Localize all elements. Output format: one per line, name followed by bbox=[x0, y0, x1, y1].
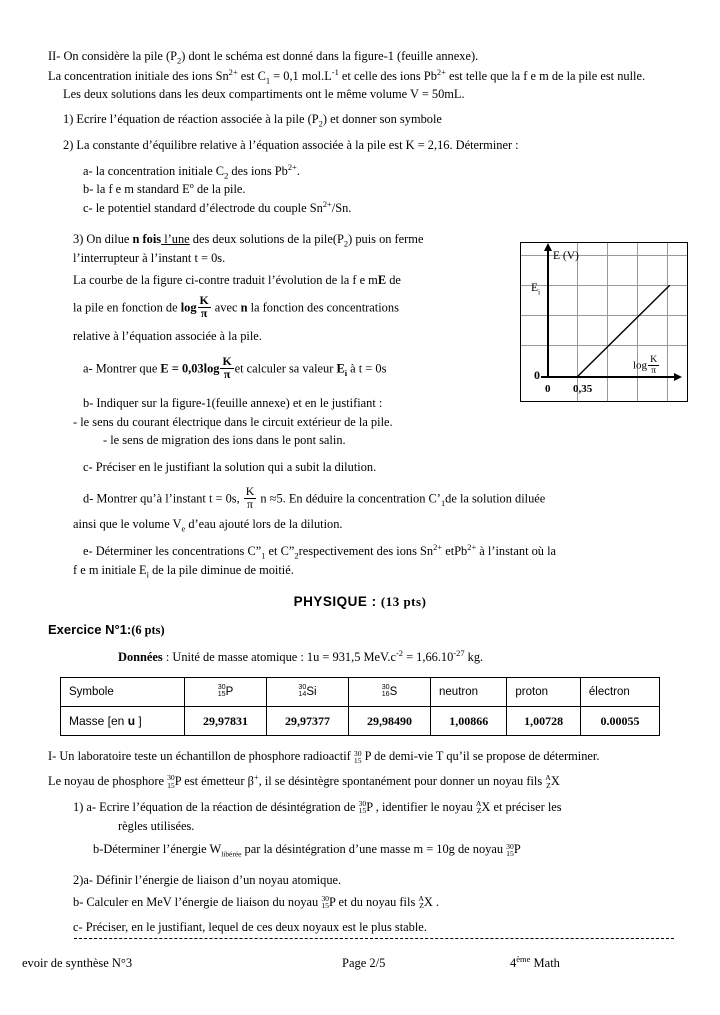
paragraph-intro-3: Les deux solutions dans les deux compartiments ont le même volume V = 50mL. bbox=[63, 87, 465, 102]
q3-line3-E: E bbox=[377, 273, 387, 288]
w-subscript: libérée bbox=[221, 849, 242, 859]
q3e-a: e- Déterminer les concentrations C” bbox=[83, 544, 262, 559]
frac-den: π bbox=[651, 364, 657, 376]
mass-number: 30 bbox=[298, 683, 307, 692]
cell-mass-electron: 0.00055 bbox=[580, 707, 659, 736]
q3e-c: respectivement des ions Sn bbox=[298, 544, 434, 559]
q2c-text-b: /Sn. bbox=[331, 201, 352, 216]
table-row-masses bbox=[61, 707, 660, 736]
cell-mass-proton: 1,00728 bbox=[507, 707, 581, 736]
mass-number: 30 bbox=[353, 748, 362, 758]
e-standard-exp: o bbox=[189, 180, 194, 191]
q2a-pb-charge: 2+ bbox=[287, 161, 297, 172]
question-3-line2: l’interrupteur à l’instant t = 0s. bbox=[73, 250, 226, 265]
gridline-horizontal bbox=[521, 255, 687, 256]
nuclide-ax-3 bbox=[418, 895, 424, 910]
q3d-text-c: de la solution diluée bbox=[445, 491, 546, 506]
nuclear-q1b-a: b-Déterminer l’énergie W bbox=[93, 842, 222, 857]
nuclear-i1-a: I- Un laboratoire teste un échantillon de phosphore radioactif bbox=[48, 749, 354, 764]
frac-den: π bbox=[223, 368, 231, 382]
cell-mass-neutron: 1,00866 bbox=[431, 707, 507, 736]
paragraph-intro-1 bbox=[48, 48, 672, 65]
y-axis bbox=[547, 249, 549, 377]
cpp2-index: 2 bbox=[294, 550, 299, 561]
q3d-text-b: n ≈5. En déduire la concentration C’ bbox=[257, 491, 441, 506]
nuclide-ax-2 bbox=[476, 800, 482, 815]
figure-graph bbox=[520, 242, 690, 412]
atomic-number: 15 bbox=[167, 780, 175, 790]
footer-divider bbox=[74, 938, 674, 939]
q3e-Ei-a: f e m initiale E bbox=[73, 562, 147, 577]
nuclide-ax-1 bbox=[545, 774, 551, 789]
nuclide-p-inline-3 bbox=[359, 800, 367, 815]
q3-text-c: ) puis on ferme bbox=[348, 231, 424, 246]
y-axis-label: E (V) bbox=[553, 250, 579, 262]
q3e-b: et C” bbox=[265, 544, 295, 559]
document-body bbox=[48, 48, 672, 938]
q3-text-b: des deux solutions de la pile(P bbox=[189, 231, 344, 246]
intro2-b: est C bbox=[237, 68, 266, 83]
nuclide-si bbox=[298, 684, 306, 698]
frac-k-pi-graph bbox=[648, 355, 659, 376]
footer-grade-label: Math bbox=[530, 956, 560, 970]
nuclear-q1b-c: P bbox=[513, 842, 521, 857]
frac-num: K bbox=[650, 354, 658, 365]
q3-underline-lune: l’une bbox=[161, 231, 190, 246]
nuclear-q1a-line2: règles utilisées. bbox=[118, 818, 195, 833]
cell-symbole-header: Symbole bbox=[61, 678, 185, 707]
q3a-formula: E = 0,03log bbox=[160, 361, 220, 376]
atomic-number: 15 bbox=[353, 755, 362, 765]
exercise-1-title bbox=[48, 621, 672, 639]
q3-line3-b: de bbox=[386, 273, 401, 288]
nuclear-q1a bbox=[48, 799, 672, 816]
masses-table bbox=[60, 677, 660, 736]
q3d-ve-a: ainsi que le volume V bbox=[73, 517, 182, 532]
footer-right bbox=[510, 955, 560, 972]
cpp1-index: 1 bbox=[261, 550, 266, 561]
nuclear-q2c: c- Préciser, en le justifiant, lequel de ces deux noyaux est le plus stable. bbox=[73, 920, 427, 935]
q3e-f: à l’instant où la bbox=[476, 544, 557, 559]
table-row-header bbox=[61, 678, 660, 707]
x-axis-arrow bbox=[674, 373, 682, 381]
y-tick-E: E bbox=[531, 282, 539, 294]
question-3-line3 bbox=[48, 272, 518, 289]
nuclear-q1b bbox=[48, 841, 672, 858]
q3-line4-b: avec bbox=[211, 300, 241, 315]
sn-charge: 2+ bbox=[228, 66, 238, 77]
nuclear-i1-b: P de demi-vie T qu’il se propose de déterminer. bbox=[361, 749, 600, 764]
nuclear-q1a-c: X et préciser les bbox=[481, 799, 562, 814]
intro-text-b: ) dont le schéma est donné dans la figure-1 (feuille annexe). bbox=[181, 49, 479, 63]
question-1 bbox=[48, 111, 672, 128]
footer-page-number: Page 2/5 bbox=[342, 956, 386, 970]
question-3b: b- Indiquer sur la figure-1(feuille annexe) et en le justifiant : bbox=[83, 395, 383, 410]
graph-box bbox=[520, 242, 688, 402]
x-axis-log: log bbox=[633, 359, 648, 372]
cell-electron-header: électron bbox=[580, 678, 659, 707]
question-2a bbox=[48, 163, 672, 180]
donnees-line bbox=[48, 649, 672, 666]
atomic-number: 16 bbox=[381, 689, 390, 698]
question-3e-line2 bbox=[48, 562, 672, 579]
c1-prime-index: 1 bbox=[440, 497, 446, 508]
q3a-text-b: et calculer sa valeur bbox=[234, 361, 337, 376]
question-3b-2: - le sens de migration des ions dans le pont salin. bbox=[103, 433, 346, 448]
question-2: 2) La constante d’équilibre relative à l’équation associée à la pile est K = 2,16. Déterminer : bbox=[63, 137, 519, 152]
q2a-text-a: a- la concentration initiale C bbox=[83, 163, 225, 178]
mass-number: 30 bbox=[321, 893, 329, 903]
q2c-sn-charge: 2+ bbox=[322, 199, 332, 210]
nuclide-p bbox=[218, 684, 226, 698]
element-si: Si bbox=[306, 685, 317, 698]
q2a-text-b: des ions Pb bbox=[228, 163, 288, 178]
q3e-Ei-b: de la pile diminue de moitié. bbox=[148, 562, 294, 577]
q1-pile-index: 2 bbox=[318, 118, 323, 129]
q3-line4-a: la pile en fonction de bbox=[73, 300, 181, 315]
nuclide-p-inline-1 bbox=[354, 750, 362, 765]
mass-number: 30 bbox=[217, 683, 226, 692]
q3a-Ei: E bbox=[336, 361, 345, 376]
c-exp: -2 bbox=[395, 647, 403, 658]
nuclear-q2b-b: P et du noyau fils bbox=[329, 894, 419, 909]
footer-grade-sup: ème bbox=[516, 953, 531, 964]
question-2b bbox=[48, 181, 672, 198]
x-tick-label: 0,35 bbox=[573, 383, 593, 395]
y-tick-label-Ei bbox=[531, 281, 540, 297]
nuclear-i2-d: X bbox=[550, 774, 560, 789]
frac-k-pi-2 bbox=[220, 356, 233, 381]
atomic-number: 15 bbox=[358, 806, 367, 816]
donnees-text-c: kg. bbox=[464, 649, 484, 664]
atomic-number: 15 bbox=[506, 848, 514, 858]
question-3d bbox=[48, 486, 672, 511]
nuclide-p-inline-4 bbox=[506, 843, 514, 858]
atomic-number: 15 bbox=[321, 901, 329, 911]
q2c-text-a: c- le potentiel standard d’électrode du couple Sn bbox=[83, 201, 323, 216]
frac-den: π bbox=[247, 497, 253, 511]
question-3 bbox=[48, 231, 518, 248]
question-3-line4 bbox=[48, 295, 518, 320]
y-tick-i: i bbox=[538, 287, 541, 297]
physique-points: (13 pts) bbox=[380, 593, 427, 609]
q3-text-a: 3) On dilue bbox=[73, 231, 133, 246]
kg-exp: -27 bbox=[453, 647, 465, 658]
mass-number: 30 bbox=[506, 841, 514, 851]
frac-den: π bbox=[200, 306, 208, 320]
q3e-sn-charge: 2+ bbox=[433, 542, 443, 553]
q3e-Ei-sub: i bbox=[146, 569, 149, 580]
intro-text-a: II- On considère la pile (P bbox=[48, 49, 178, 63]
pile-index: 2 bbox=[177, 55, 182, 66]
frac-k-pi-1 bbox=[198, 295, 211, 320]
donnees-label: Données bbox=[118, 649, 163, 664]
cell-phosphorus-symbol bbox=[185, 678, 267, 707]
y-axis-arrow bbox=[544, 243, 552, 251]
nuclear-intro-1 bbox=[48, 748, 672, 765]
c2-index: 2 bbox=[224, 170, 229, 181]
nuclear-q2b-c: X . bbox=[423, 894, 440, 909]
intro2-e: est telle que la f e m de la pile est nulle. bbox=[445, 68, 646, 83]
beta-plus: + bbox=[253, 771, 259, 782]
q3-bold-nfois: n fois bbox=[132, 231, 162, 246]
q3e-d: et bbox=[442, 544, 455, 559]
element-p: P bbox=[225, 685, 234, 698]
question-3d-line2 bbox=[48, 516, 672, 533]
element-s: S bbox=[389, 685, 398, 698]
question-3-line5: relative à l’équation associée à la pile. bbox=[73, 328, 262, 343]
atomic-number: Z bbox=[476, 806, 482, 816]
cell-silicon-symbol bbox=[267, 678, 349, 707]
c1-index: 1 bbox=[265, 75, 271, 86]
q3a-text-a: a- Montrer que bbox=[83, 361, 161, 376]
question-2c bbox=[48, 200, 672, 217]
intro2-c: = 0,1 mol.L bbox=[270, 68, 332, 83]
cell-mass-si: 29,97377 bbox=[267, 707, 349, 736]
cell-mass-s: 29,98490 bbox=[349, 707, 431, 736]
q3d-ve-b: d’eau ajouté lors de la dilution. bbox=[185, 517, 343, 532]
q2b-text-b: de la pile. bbox=[193, 182, 246, 197]
ve-index: e bbox=[181, 523, 186, 534]
molL-exp: -1 bbox=[331, 66, 339, 77]
q3-line4-c: la fonction des concentrations bbox=[247, 300, 399, 315]
nuclear-intro-2 bbox=[48, 773, 672, 790]
x-axis-label bbox=[633, 355, 660, 376]
x-origin-label: 0 bbox=[545, 383, 551, 395]
nuclear-i2-c: , il se désintègre spontanément pour donner un noyau fils bbox=[258, 774, 546, 789]
question-3b-1: - le sens du courant électrique dans le circuit extérieur de la pile. bbox=[73, 414, 393, 429]
nuclear-q1a-b: P , identifier le noyau bbox=[366, 799, 476, 814]
mass-number: 30 bbox=[381, 683, 390, 692]
physique-title-text: PHYSIQUE : bbox=[293, 593, 377, 609]
question-3a bbox=[48, 356, 518, 381]
footer-left: evoir de synthèse N°3 bbox=[22, 956, 133, 970]
q3a-Ei-sub: i bbox=[344, 368, 348, 379]
donnees-text-b: = 1,66.10 bbox=[402, 649, 454, 664]
q3-pile-index: 2 bbox=[343, 238, 349, 249]
q2a-text-c: . bbox=[296, 163, 300, 178]
nuclide-p-inline-2 bbox=[167, 774, 175, 789]
q3e-pb-charge: 2+ bbox=[467, 542, 477, 553]
exercise-points: (6 pts) bbox=[131, 622, 165, 637]
intro2-d: et celle des ions Pb bbox=[338, 68, 437, 83]
origin-label: 0 bbox=[534, 368, 540, 382]
atomic-number: Z bbox=[419, 901, 424, 911]
nuclear-q1b-b: par la désintégration d’une masse m = 10g de noyau bbox=[241, 842, 507, 857]
atomic-number: 14 bbox=[298, 689, 307, 698]
atomic-number: 15 bbox=[217, 689, 226, 698]
frac-k-pi-3 bbox=[244, 486, 257, 511]
masse-unit: u bbox=[127, 714, 136, 729]
mass-number: 30 bbox=[358, 799, 367, 809]
nuclide-s bbox=[382, 684, 390, 698]
mass-number: A bbox=[475, 799, 482, 809]
q3d-text-a: d- Montrer qu’à l’instant t = 0s, bbox=[83, 491, 243, 506]
nuclear-q2b bbox=[48, 894, 672, 911]
q1-text-a: 1) Ecrire l’équation de réaction associée à la pile (P bbox=[63, 112, 319, 127]
frac-num: K bbox=[222, 355, 232, 369]
q3-line4-pi: n bbox=[240, 300, 248, 315]
cell-proton-header: proton bbox=[507, 678, 581, 707]
cell-sulfur-symbol bbox=[349, 678, 431, 707]
intro2-a: La concentration initiale des ions Sn bbox=[48, 68, 229, 83]
nuclide-p-inline-5 bbox=[321, 895, 329, 910]
physique-section-title bbox=[48, 593, 672, 611]
masse-label-a: Masse [en bbox=[69, 714, 128, 729]
pb-charge: 2+ bbox=[436, 66, 446, 77]
q2b-text-a: b- la f e m standard E bbox=[83, 182, 190, 197]
nuclear-i2-b: P est émetteur β bbox=[174, 774, 254, 789]
q3-line4-log: log bbox=[180, 300, 197, 315]
question-3e bbox=[48, 543, 672, 560]
nuclear-q1a-a: 1) a- Ecrire l’équation de la réaction de désintégration de bbox=[73, 799, 359, 814]
mass-number: A bbox=[418, 893, 424, 903]
nuclear-q2a: 2)a- Définir l’énergie de liaison d’un noyau atomique. bbox=[73, 873, 342, 887]
cell-mass-p: 29,97831 bbox=[185, 707, 267, 736]
cell-neutron-header: neutron bbox=[431, 678, 507, 707]
masse-label-b: ] bbox=[135, 714, 142, 729]
q1-text-b: ) et donner son symbole bbox=[322, 112, 442, 127]
q3e-e: Pb bbox=[454, 544, 468, 559]
exercise-label: Exercice N°1: bbox=[48, 621, 132, 637]
footer-grade-number: 4 bbox=[510, 956, 517, 970]
paragraph-intro-2 bbox=[48, 68, 672, 85]
nuclear-i2-a: Le noyau de phosphore bbox=[48, 774, 168, 789]
frac-num: K bbox=[245, 484, 255, 498]
q3-line3-a: La courbe de la figure ci-contre traduit l’évolution de la f e m bbox=[73, 273, 378, 288]
donnees-text-a: : Unité de masse atomique : 1u = 931,5 MeV.c bbox=[162, 649, 396, 664]
mass-number: 30 bbox=[167, 773, 175, 783]
atomic-number: Z bbox=[546, 780, 551, 790]
nuclear-q2b-a: b- Calculer en MeV l’énergie de liaison du noyau bbox=[73, 894, 322, 909]
question-3c: c- Préciser en le justifiant la solution qui a subit la dilution. bbox=[83, 460, 377, 475]
frac-num: K bbox=[199, 294, 209, 308]
cell-masse-label bbox=[61, 707, 185, 736]
mass-number: A bbox=[545, 773, 551, 783]
q3a-text-c: à t = 0s bbox=[347, 361, 387, 376]
